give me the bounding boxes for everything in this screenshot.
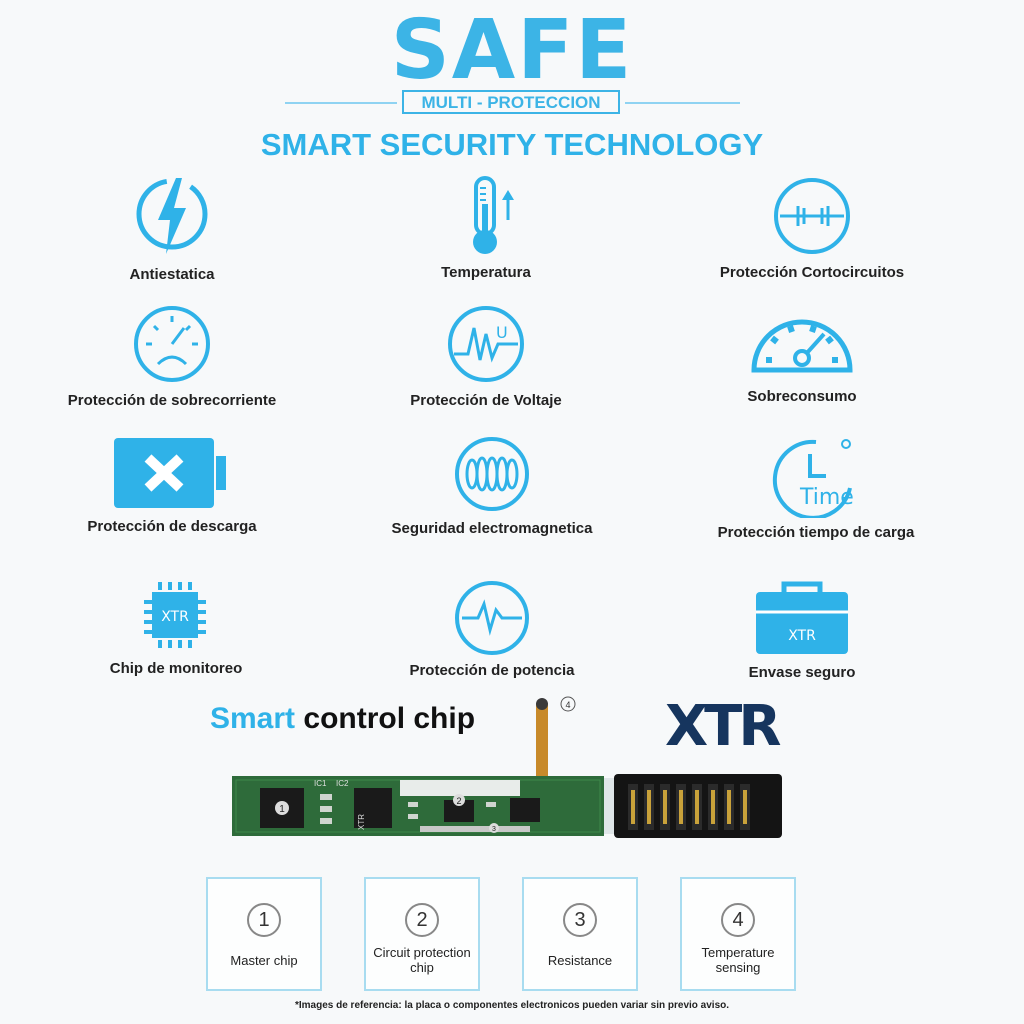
xtr-brand-logo: XTR [665, 694, 778, 759]
toolbox-icon-text: XTR [788, 628, 816, 644]
thermometer-icon [446, 174, 526, 258]
board-label-xtr: XTR [357, 814, 366, 830]
pulse-icon [452, 580, 532, 656]
pcb-board-image [228, 696, 788, 846]
smart-chip-title-rest: control chip [295, 702, 476, 735]
svg-text:2: 2 [456, 796, 462, 806]
component-card-master-chip [206, 877, 322, 991]
feature-tiempo-carga [666, 436, 966, 541]
overcurrent-gauge-icon [132, 304, 212, 386]
tagline: SMART SECURITY TECHNOLOGY [260, 127, 764, 162]
feature-label: Protección Cortocircuitos [719, 264, 905, 281]
voltage-wave-icon [446, 304, 526, 386]
safe-logo: SAFE [390, 3, 634, 98]
component-number: 3 [563, 903, 597, 937]
feature-sobrecorriente [22, 304, 322, 409]
board-label-ic1: IC1 [314, 779, 327, 788]
component-card-resistance [522, 877, 638, 991]
battery-x-icon [112, 436, 232, 512]
component-card-temperature-sensing [680, 877, 796, 991]
feature-envase-seguro [652, 578, 952, 681]
svg-text:U: U [496, 323, 508, 342]
feature-label: Antiestatica [129, 266, 215, 283]
chip-icon-text: XTR [161, 609, 189, 625]
smart-chip-title-accent: Smart [210, 702, 296, 735]
component-number: 4 [721, 903, 755, 937]
component-number: 2 [405, 903, 439, 937]
short-circuit-icon [772, 174, 852, 258]
feature-cortocircuitos [662, 174, 962, 281]
component-label: Master chip [230, 952, 298, 968]
feature-label: Protección de descarga [87, 518, 257, 535]
coil-icon [452, 436, 532, 514]
feature-potencia [342, 580, 642, 679]
feature-antiestatica [22, 174, 322, 283]
toolbox-icon [752, 578, 852, 658]
component-label: Circuit protection chip [373, 945, 471, 975]
footnote: *Images de referencia: la placa o componentes electronicos pueden variar sin previo aviso. [294, 1000, 730, 1011]
feature-label: Envase seguro [748, 664, 856, 681]
feature-label: Temperatura [441, 264, 531, 281]
subtitle-line-right [625, 102, 740, 104]
lightning-icon [132, 174, 212, 260]
feature-label: Protección de sobrecorriente [67, 392, 277, 409]
chip-icon [136, 578, 216, 654]
feature-electromagnetica [342, 436, 642, 537]
svg-text:4: 4 [565, 700, 571, 710]
feature-sobreconsumo [652, 304, 952, 405]
feature-label: Seguridad electromagnetica [391, 520, 593, 537]
component-label: Resistance [547, 952, 613, 968]
component-card-circuit-protection [364, 877, 480, 991]
clock-icon-text: Time [800, 485, 854, 510]
svg-text:1: 1 [279, 804, 285, 815]
svg-text:3: 3 [492, 826, 496, 833]
clock-icon [766, 436, 866, 518]
feature-label: Chip de monitoreo [109, 660, 243, 677]
feature-descarga [22, 436, 322, 535]
feature-chip-monitoreo [26, 578, 326, 677]
feature-label: Sobreconsumo [747, 388, 857, 405]
subtitle-row [285, 90, 740, 116]
feature-voltaje [336, 304, 636, 409]
subtitle-badge: MULTI - PROTECCION [402, 90, 620, 114]
feature-label: Protección de Voltaje [410, 392, 562, 409]
speedometer-icon [748, 304, 856, 382]
feature-temperatura [336, 174, 636, 281]
component-label: Temperature sensing [701, 945, 775, 975]
subtitle-line-left [285, 102, 397, 104]
board-label-ic2: IC2 [336, 779, 349, 788]
feature-label: Protección de potencia [409, 662, 575, 679]
component-number: 1 [247, 903, 281, 937]
feature-label: Protección tiempo de carga [717, 524, 915, 541]
